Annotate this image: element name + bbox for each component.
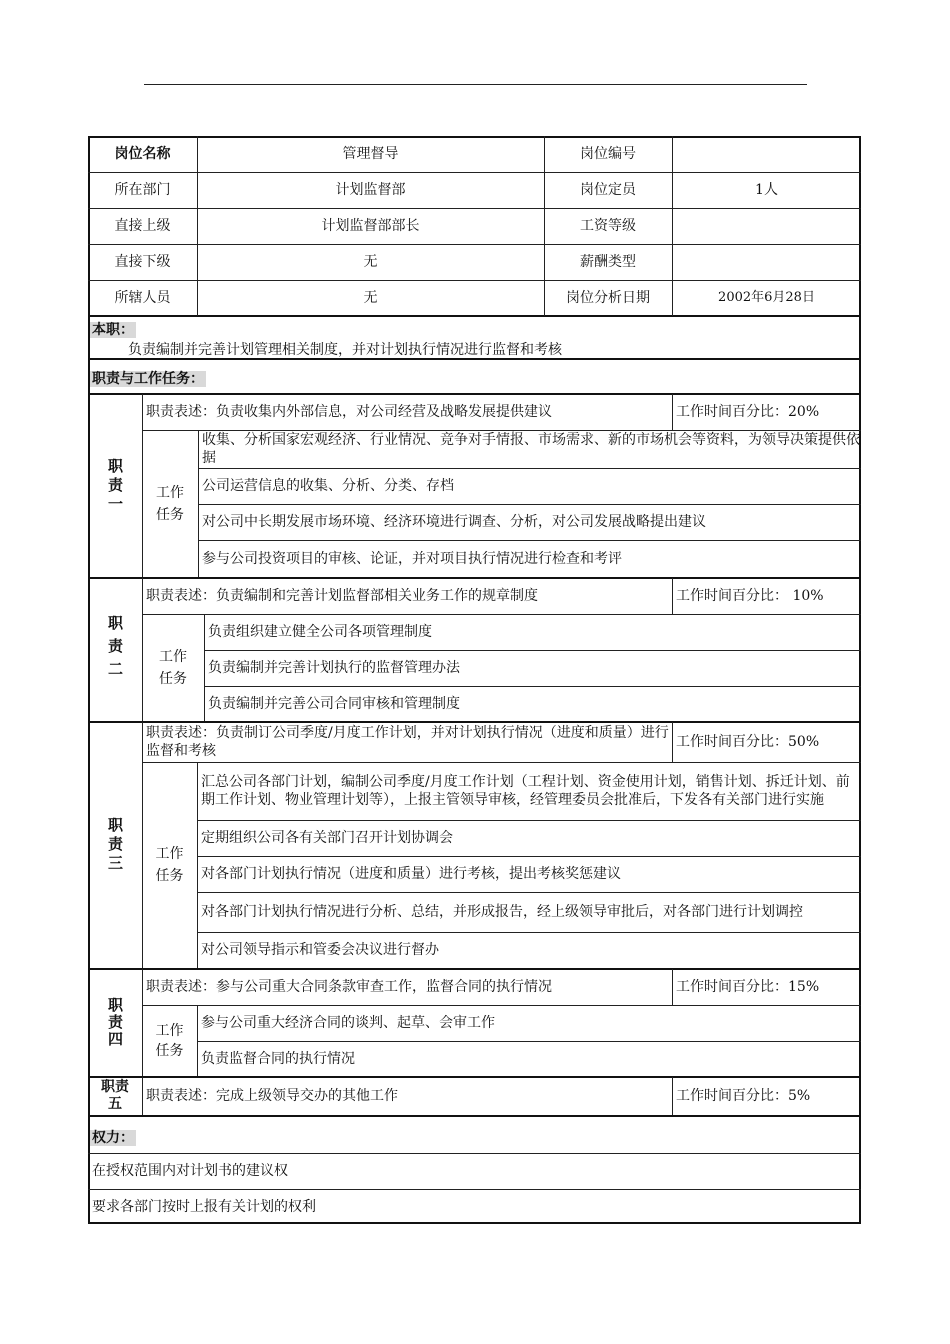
time-percent: 工作时间百分比：20%	[676, 404, 820, 420]
position-no-label: 岗位编号	[580, 146, 636, 162]
responsibility-statement: 职责表述：负责收集内外部信息，对公司经营及战略发展提供建议	[146, 404, 552, 420]
task-item: 公司运营信息的收集、分析、分类、存档	[202, 478, 454, 494]
salary-grade-label: 工资等级	[580, 218, 636, 234]
task-item: 对公司中长期发展市场环境、经济环境进行调查、分析，对公司发展战略提出建议	[202, 514, 706, 530]
headcount-value: 1人	[755, 182, 778, 198]
superior-value: 计划监督部部长	[321, 218, 420, 234]
task-label: 工作任务	[159, 648, 187, 687]
time-percent: 工作时间百分比： 10%	[676, 588, 824, 604]
subordinate-label: 直接下级	[114, 254, 171, 270]
authority-item: 要求各部门按时上报有关计划的权利	[92, 1198, 316, 1215]
staff-value: 无	[363, 290, 378, 306]
responsibility-title: 职责四	[106, 997, 124, 1048]
task-item: 汇总公司各部门计划，编制公司季度/月度工作计划（工程计划、资金使用计划，销售计划、拆迁计划、前期工作计划、物业管理计划等），上报主管领导审核，经管理委员会批准后，下发各有关部门进行实施	[201, 774, 850, 808]
task-item: 负责编制并完善计划执行的监督管理办法	[208, 660, 460, 676]
responsibility-title: 职责五	[101, 1079, 129, 1112]
task-item: 收集、分析国家宏观经济、行业情况、竞争对手情报、市场需求、新的市场机会等资料，为领导决策提供依据	[202, 432, 860, 466]
task-item: 参与公司重大经济合同的谈判、起草、会审工作	[201, 1015, 495, 1031]
salary-grade-value	[672, 208, 861, 244]
time-percent: 工作时间百分比：15%	[676, 979, 820, 995]
top-rule	[144, 84, 807, 85]
time-percent: 工作时间百分比：5%	[676, 1088, 811, 1104]
responsibility-statement: 职责表述：完成上级领导交办的其他工作	[146, 1088, 398, 1104]
responsibility-statement: 职责表述：负责制订公司季度/月度工作计划，并对计划执行情况（进度和质量）进行监督和考核	[146, 725, 669, 759]
responsibility-title: 职责一	[106, 457, 124, 515]
analysis-date-value: 2002年6月28日	[718, 290, 815, 305]
duty-label: 本职：	[92, 322, 134, 338]
task-item: 参与公司投资项目的审核、论证，并对项目执行情况进行检查和考评	[202, 550, 622, 567]
pay-type-label: 薪酬类型	[580, 254, 636, 270]
task-item: 对公司领导指示和管委会决议进行督办	[201, 942, 439, 958]
pay-type-value	[672, 244, 861, 280]
task-label: 工作任务	[155, 1022, 184, 1059]
task-item: 对各部门计划执行情况（进度和质量）进行考核，提出考核奖惩建议	[201, 866, 621, 882]
task-item: 定期组织公司各有关部门召开计划协调会	[201, 830, 453, 846]
subordinate-value: 无	[363, 254, 378, 270]
position-name-label: 岗位名称	[114, 146, 171, 162]
responsibility-statement: 职责表述：参与公司重大合同条款审查工作，监督合同的执行情况	[146, 979, 552, 995]
task-item: 负责编制并完善公司合同审核和管理制度	[208, 695, 460, 712]
task-label: 工作任务	[155, 846, 184, 884]
responsibility-statement: 职责表述：负责编制和完善计划监督部相关业务工作的规章制度	[146, 588, 538, 604]
position-name-value: 管理督导	[342, 146, 399, 162]
staff-label: 所辖人员	[114, 290, 171, 306]
time-percent: 工作时间百分比：50%	[676, 734, 820, 750]
responsibility-title: 职责二	[106, 615, 124, 684]
task-item: 负责组织建立健全公司各项管理制度	[208, 624, 432, 640]
task-item: 对各部门计划执行情况进行分析、总结，并形成报告，经上级领导审批后，对各部门进行计划调控	[201, 904, 803, 920]
responsibilities-label: 职责与工作任务：	[92, 371, 204, 387]
position-no-value	[672, 136, 861, 172]
authority-label: 权力：	[92, 1130, 134, 1146]
department-value: 计划监督部	[335, 182, 406, 198]
headcount-label: 岗位定员	[580, 182, 636, 198]
task-label: 工作任务	[156, 485, 184, 523]
analysis-date-label: 岗位分析日期	[566, 290, 650, 306]
department-label: 所在部门	[114, 182, 171, 198]
duty-text: 负责编制并完善计划管理相关制度，并对计划执行情况进行监督和考核	[128, 342, 562, 358]
task-item: 负责监督合同的执行情况	[201, 1050, 355, 1067]
authority-item: 在授权范围内对计划书的建议权	[92, 1163, 288, 1179]
superior-label: 直接上级	[114, 218, 171, 234]
responsibility-title: 职责三	[106, 816, 124, 874]
